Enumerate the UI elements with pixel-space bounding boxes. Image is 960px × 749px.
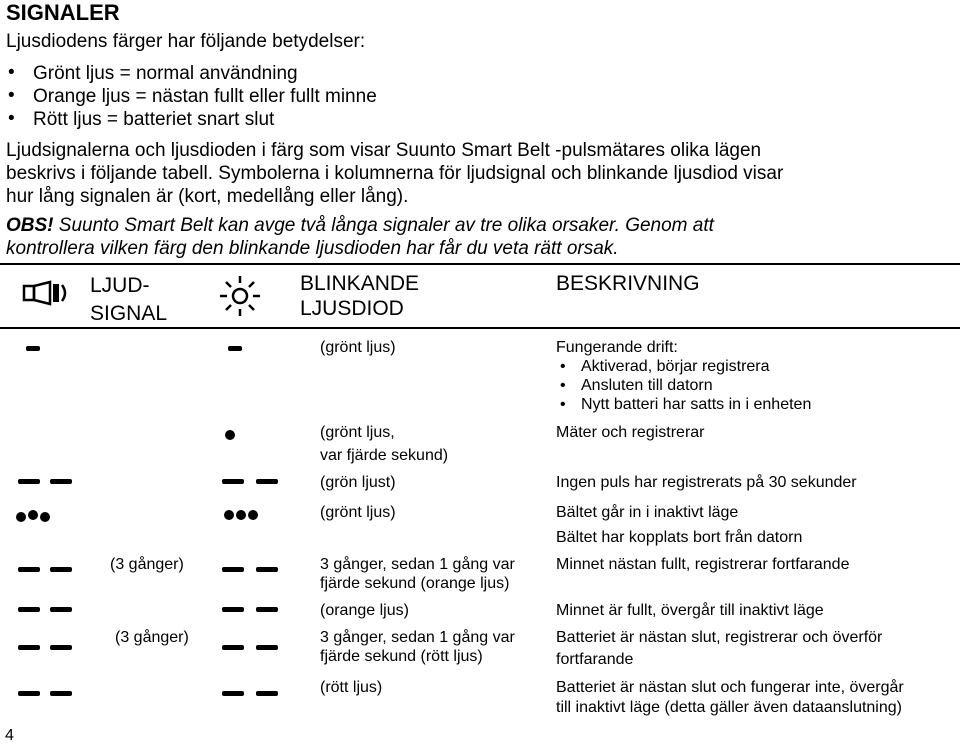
paragraph-line: Ljudsignalerna och ljusdioden i färg som visar Suunto Smart Belt -pulsmätares olika lägen	[6, 140, 762, 161]
led-text: fjärde sekund (rött ljus)	[320, 648, 483, 665]
page-number: 4	[5, 727, 14, 744]
desc-text: Batteriet är nästan slut och fungerar inte, övergår	[556, 679, 904, 696]
sound-dot-signal	[28, 510, 38, 520]
sound-short-signal	[26, 346, 40, 351]
desc-text: Fungerande drift:	[556, 339, 678, 356]
led-long-signal	[256, 567, 278, 572]
speaker-icon	[22, 279, 72, 307]
table-header-rule	[0, 327, 960, 329]
bullet-mark: •	[8, 108, 15, 129]
paragraph-line: beskrivs i följande tabell. Symbolerna i kolumnerna för ljudsignal och blinkande ljusdiod visar	[6, 163, 784, 184]
led-text: (orange ljus)	[320, 602, 409, 619]
led-long-signal	[222, 691, 244, 696]
header-led-1: BLINKANDE	[300, 272, 420, 295]
led-dot-signal	[225, 430, 235, 440]
light-icon	[218, 274, 262, 318]
led-dot-signal	[224, 510, 234, 520]
led-dot-signal	[248, 510, 258, 520]
led-long-signal	[222, 645, 244, 650]
desc-bullet: Aktiverad, börjar registrera	[581, 358, 770, 375]
led-short-signal	[228, 346, 242, 351]
led-long-signal	[222, 567, 244, 572]
led-text: (grönt ljus,	[320, 424, 395, 441]
desc-text: Mäter och registrerar	[556, 424, 705, 441]
led-long-signal	[256, 645, 278, 650]
desc-text: Batteriet är nästan slut, registrerar och överför	[556, 629, 883, 646]
desc-text: fortfarande	[556, 651, 634, 668]
header-sound-1: LJUD-	[90, 274, 150, 297]
sound-long-signal	[18, 479, 40, 484]
led-text: (grönt ljus)	[320, 339, 396, 356]
intro-text: Ljusdiodens färger har följande betydelser:	[6, 31, 366, 52]
led-text: (rött ljus)	[320, 679, 383, 696]
sound-long-signal	[50, 479, 72, 484]
header-desc: BESKRIVNING	[556, 272, 700, 295]
sound-long-signal	[50, 567, 72, 572]
bullet-red: Rött ljus = batteriet snart slut	[33, 109, 275, 130]
sound-dot-signal	[16, 512, 26, 522]
led-long-signal	[222, 479, 244, 484]
led-text: (grön ljust)	[320, 474, 396, 491]
desc-text: Bältet går in i inaktivt läge	[556, 504, 739, 521]
sound-long-signal	[50, 691, 72, 696]
bullet-mark: •	[560, 358, 566, 375]
sound-long-signal	[18, 607, 40, 612]
desc-text: till inaktivt läge (detta gäller även dataanslutning)	[556, 699, 902, 716]
bullet-green: Grönt ljus = normal användning	[33, 63, 298, 84]
sound-long-signal	[18, 567, 40, 572]
obs-line-2: kontrollera vilken färg den blinkande ljusdioden har får du veta rätt orsak.	[6, 238, 619, 259]
sound-long-signal	[18, 691, 40, 696]
obs-text: Suunto Smart Belt kan avge två långa signaler av tre olika orsaker. Genom att	[53, 215, 714, 236]
led-text: (grönt ljus)	[320, 504, 396, 521]
page-title: SIGNALER	[6, 0, 120, 25]
sound-long-signal	[50, 607, 72, 612]
paragraph-line: hur lång signalen är (kort, medellång eller lång).	[6, 186, 409, 207]
led-text: 3 gånger, sedan 1 gång var	[320, 629, 515, 646]
table-top-rule	[0, 263, 960, 265]
bullet-mark: •	[560, 377, 566, 394]
desc-text: Minnet nästan fullt, registrerar fortfarande	[556, 556, 850, 573]
led-long-signal	[256, 691, 278, 696]
bullet-mark: •	[8, 62, 15, 83]
led-text: 3 gånger, sedan 1 gång var	[320, 556, 515, 573]
led-dot-signal	[236, 510, 246, 520]
desc-text: Minnet är fullt, övergår till inaktivt läge	[556, 602, 824, 619]
desc-bullet: Nytt batteri har satts in i enheten	[581, 396, 812, 413]
bullet-orange: Orange ljus = nästan fullt eller fullt minne	[33, 86, 377, 107]
desc-text: Bältet har kopplats bort från datorn	[556, 529, 803, 546]
led-long-signal	[222, 607, 244, 612]
header-sound-2: SIGNAL	[90, 302, 168, 325]
led-long-signal	[256, 607, 278, 612]
obs-label: OBS!	[6, 215, 54, 236]
desc-text: Ingen puls har registrerats på 30 sekunder	[556, 474, 857, 491]
sound-long-signal	[18, 645, 40, 650]
led-text: var fjärde sekund)	[320, 447, 449, 464]
sound-text: (3 gånger)	[110, 556, 184, 573]
obs-line-1	[6, 214, 714, 237]
sound-long-signal	[50, 645, 72, 650]
sound-dot-signal	[40, 512, 50, 522]
header-led-2: LJUSDIOD	[300, 297, 404, 320]
sound-text: (3 gånger)	[115, 629, 189, 646]
led-text: fjärde sekund (orange ljus)	[320, 575, 510, 592]
led-long-signal	[256, 479, 278, 484]
desc-bullet: Ansluten till datorn	[581, 377, 713, 394]
bullet-mark: •	[560, 396, 566, 413]
bullet-mark: •	[8, 85, 15, 106]
